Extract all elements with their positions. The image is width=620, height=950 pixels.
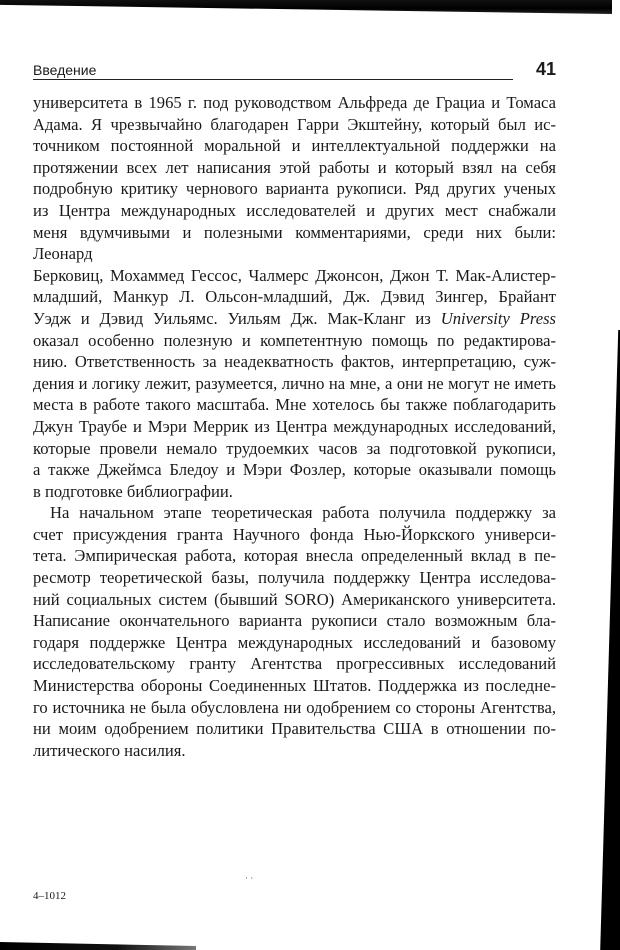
text-line: Адама. Я чрезвычайно благодарен Гарри Экштейну, который был ис- <box>33 114 556 134</box>
text-line: подробную критику чернового варианта рукописи. Ряд других ученых <box>33 179 556 199</box>
text-line: Берковиц, Мохаммед Гессос, Чалмерс Джонсон, Джон Т. Мак-Алистер- <box>33 265 556 285</box>
page-number: 41 <box>536 59 557 79</box>
text-line: ни моим одобрением политики Правительства США в отношении по- <box>33 719 556 739</box>
text-line: оказал особенно полезную и компетентную помощь по редактирова- <box>33 330 556 350</box>
text-line: ний социальных систем (бывший SORO) Американского университета. <box>33 589 556 609</box>
italic-publisher-name: University Press <box>440 308 556 328</box>
scan-artifact-dots: · · <box>245 873 254 883</box>
printer-signature-mark: 4–1012 <box>33 890 66 902</box>
text-line: ресмотр теоретической базы, получила поддержку Центра исследова- <box>33 568 556 588</box>
text-line: счет присуждения гранта Научного фонда Нью-Йоркского универси- <box>33 524 556 544</box>
text-line: Написание окончательного варианта рукописи стало возможным бла- <box>33 611 556 631</box>
text-line: Джун Траубе и Мэри Меррик из Центра международных исследований, <box>33 416 556 436</box>
text-line: из Центра международных исследователей и других мест снабжали <box>33 200 556 220</box>
text-line: а также Джеймса Бледоу и Мэри Фозлер, которые оказывали помощь <box>33 460 556 480</box>
text-line: го источника не была обусловлена ни одобрением со стороны Агентства, <box>33 697 556 717</box>
text-line: которые провели немало трудоемких часов за подготовкой рукописи, <box>33 438 556 458</box>
text-line: университета в 1965 г. под руководством Альфреда де Грациа и Томаса <box>33 93 556 112</box>
text-line: тета. Эмпирическая работа, которая внесла определенный вклад в пе- <box>33 546 556 566</box>
text-line: протяжении всех лет написания этой работы и который взял на себя <box>33 157 556 177</box>
text-line: точником постоянной моральной и интеллектуальной поддержки на <box>33 136 556 156</box>
text-line: годаря поддержке Центра международных исследований и базовому <box>33 632 556 652</box>
text-line: нию. Ответственность за неадекватность фактов, интерпретацию, суж- <box>33 352 556 372</box>
scan-border-bottom <box>0 940 196 950</box>
paragraph-2 <box>33 502 556 761</box>
text-line: литического насилия. <box>33 740 186 760</box>
body-text <box>33 92 556 761</box>
text-line: младший, Манкур Л. Ольсон-младший, Дж. Дэвид Зингер, Брайант <box>33 287 556 307</box>
text-line: Министерства обороны Соединенных Штатов. Поддержка из последне- <box>33 676 556 696</box>
running-head-title: Введение <box>33 62 513 80</box>
text-line: дения и логику лежит, разумеется, лично на мне, а они не могут не иметь <box>33 373 556 393</box>
text-line: исследовательскому гранту Агентства прогрессивных исследований <box>33 654 556 674</box>
text-line: Уэдж и Дэвид Уильямс. Уильям Дж. Мак-Кланг из University Press <box>33 308 556 328</box>
text-line: в подготовке библиографии. <box>33 481 233 501</box>
scan-border-right <box>598 330 620 950</box>
text-line: места в работе такого масштаба. Мне хотелось бы также поблагодарить <box>33 395 556 415</box>
scan-border-top <box>0 0 612 14</box>
text-line: меня вдумчивыми и полезными комментариями, среди них были: Леонард <box>33 222 556 264</box>
text-line: На начальном этапе теоретическая работа получила поддержку за <box>50 503 556 523</box>
paragraph-1 <box>33 92 556 502</box>
